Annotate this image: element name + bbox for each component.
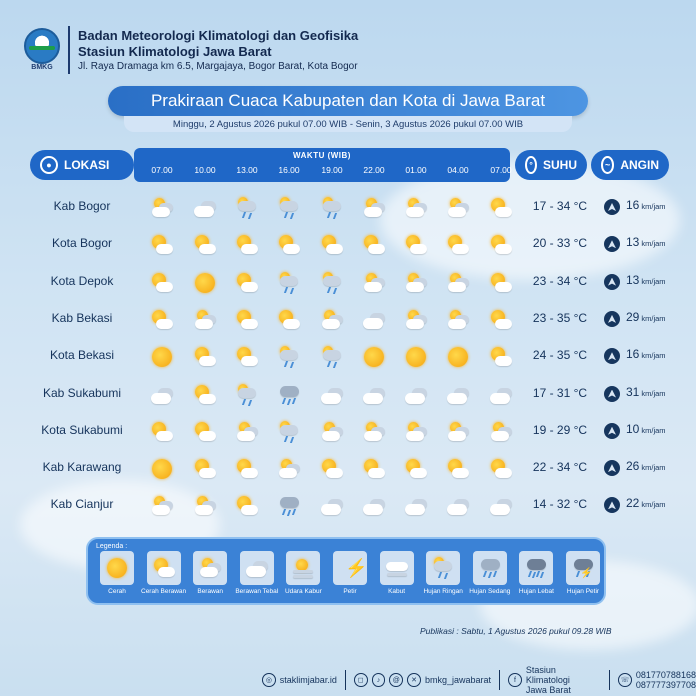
berawan-icon xyxy=(404,308,428,332)
berawan-icon xyxy=(404,196,428,220)
wind-direction-icon xyxy=(604,311,620,327)
berawan-icon xyxy=(446,420,470,444)
cerah-berawan-icon xyxy=(489,308,513,332)
agency-title: Badan Meteorologi Klimatologi dan Geofisika xyxy=(78,28,359,43)
berawan-icon xyxy=(446,308,470,332)
suhu-header-label: SUHU xyxy=(542,158,577,172)
cerah-berawan-icon xyxy=(489,196,513,220)
cerah-berawan-icon xyxy=(235,345,259,369)
table-row xyxy=(30,491,672,521)
hujan-ringan-icon xyxy=(277,345,301,369)
legend-item xyxy=(232,551,282,595)
berawan-icon xyxy=(150,196,174,220)
location-name: Kab Sukabumi xyxy=(42,385,122,400)
wind-speed: 13 km/jam xyxy=(626,272,666,287)
wind-speed: 22 km/jam xyxy=(626,496,666,511)
legend-label: Cerah Berawan xyxy=(141,588,187,595)
legend-label: Kabut xyxy=(388,588,406,595)
legend-label: Petir xyxy=(343,588,357,595)
cerah-icon xyxy=(150,457,174,481)
berawan-tebal-icon xyxy=(404,494,428,518)
threads-icon[interactable]: @ xyxy=(389,673,403,687)
berawan-icon xyxy=(446,196,470,220)
cerah-berawan-icon xyxy=(150,420,174,444)
location-name: Kab Bogor xyxy=(53,199,111,213)
time-label: 19.00 xyxy=(321,165,343,175)
cerah-berawan-icon xyxy=(404,457,428,481)
berawan-icon xyxy=(446,271,470,295)
legend-label: Hujan Petir xyxy=(566,588,600,595)
facebook-page-line1: Stasiun Klimatologi xyxy=(525,665,570,685)
legend-item xyxy=(372,551,422,595)
temperature-range: 17 - 31 °C xyxy=(532,385,588,400)
legend-label: Hujan Lebat xyxy=(518,588,554,595)
cerah-berawan-icon xyxy=(150,233,174,257)
header-text xyxy=(78,28,358,72)
berawan-tebal-icon xyxy=(446,383,470,407)
berawan-icon xyxy=(193,308,217,332)
location-name: Kota Bogor xyxy=(51,236,113,251)
suhu-header xyxy=(515,150,587,180)
cerah-berawan-icon xyxy=(235,494,259,518)
cerah-berawan-icon xyxy=(362,457,386,481)
cerah-icon xyxy=(362,345,386,369)
phone-2: 087777397708 xyxy=(635,680,696,690)
wind-direction-icon xyxy=(604,386,620,402)
temperature-range: 20 - 33 °C xyxy=(532,236,588,251)
location-name: Kota Sukabumi xyxy=(41,422,123,437)
time-label: 07.00 xyxy=(151,165,173,175)
wind-direction-icon xyxy=(604,423,620,439)
hujan-ringan-icon xyxy=(277,271,301,295)
angin-header xyxy=(591,150,669,180)
wind-speed: 26 km/jam xyxy=(626,459,666,474)
hujan-sedang-icon xyxy=(478,556,502,580)
facebook-page-line2: Jawa Barat xyxy=(525,685,571,695)
temperature-range: 23 - 35 °C xyxy=(532,310,588,325)
temperature-range: 22 - 34 °C xyxy=(532,460,588,475)
table-row xyxy=(30,193,672,223)
legend-label: Berawan Tebal xyxy=(235,588,279,595)
waktu-header xyxy=(134,148,510,182)
cerah-icon xyxy=(150,345,174,369)
angin-header-label: ANGIN xyxy=(620,158,659,172)
header xyxy=(22,22,358,78)
cerah-berawan-icon xyxy=(193,233,217,257)
legend-item xyxy=(185,551,235,595)
hujan-ringan-icon xyxy=(277,420,301,444)
berawan-icon xyxy=(404,271,428,295)
petir-icon: ⚡ xyxy=(345,558,368,578)
wind-direction-icon xyxy=(604,348,620,364)
location-name: Kab Bekasi xyxy=(51,310,113,325)
berawan-tebal-icon xyxy=(193,196,217,220)
phone-1: 081770788168 xyxy=(635,670,696,680)
berawan-icon xyxy=(362,420,386,444)
cerah-berawan-icon xyxy=(362,233,386,257)
cerah-berawan-icon xyxy=(235,233,259,257)
legend-label: Cerah xyxy=(108,588,126,595)
berawan-icon xyxy=(193,494,217,518)
wind-direction-icon xyxy=(604,497,620,513)
cerah-berawan-icon xyxy=(320,457,344,481)
forecast-period: Minggu, 2 Agustus 2026 pukul 07.00 WIB - Senin, 3 Agustus 2026 pukul 07.00 WIB xyxy=(124,116,572,132)
cerah-icon xyxy=(404,345,428,369)
hujan-lebat-icon xyxy=(524,556,548,580)
temperature-range: 14 - 32 °C xyxy=(532,497,588,512)
wind-speed: 10 km/jam xyxy=(626,421,666,436)
berawan-tebal-icon xyxy=(446,494,470,518)
cerah-berawan-icon xyxy=(277,308,301,332)
cerah-berawan-icon xyxy=(193,457,217,481)
legend-item xyxy=(92,551,142,595)
berawan-tebal-icon xyxy=(489,494,513,518)
location-name: Kota Depok xyxy=(50,273,114,288)
cerah-berawan-icon xyxy=(150,308,174,332)
thermometer-icon: ° xyxy=(525,156,537,174)
publication-date: Publikasi : Sabtu, 1 Agustus 2026 pukul 09.28 WIB xyxy=(420,626,612,636)
table-row xyxy=(30,454,672,484)
berawan-icon xyxy=(198,556,222,580)
hujan-ringan-icon xyxy=(235,196,259,220)
berawan-tebal-icon xyxy=(150,383,174,407)
cerah-berawan-icon xyxy=(193,345,217,369)
berawan-icon xyxy=(320,308,344,332)
station-address: Jl. Raya Dramaga km 6.5, Margajaya, Bogor Barat, Kota Bogor xyxy=(78,61,358,72)
location-name: Kota Bekasi xyxy=(49,348,115,363)
cerah-berawan-icon xyxy=(277,233,301,257)
time-label: 07.00 xyxy=(490,165,512,175)
wind-direction-icon xyxy=(604,236,620,252)
berawan-tebal-icon xyxy=(362,494,386,518)
table-row xyxy=(30,268,672,298)
footer xyxy=(0,664,696,696)
berawan-icon xyxy=(320,420,344,444)
hujan-ringan-icon xyxy=(320,271,344,295)
forecast-title-banner: Prakiraan Cuaca Kabupaten dan Kota di Jawa Barat xyxy=(108,86,588,116)
temperature-range: 19 - 29 °C xyxy=(532,422,588,437)
legend-item xyxy=(465,551,515,595)
temperature-range: 23 - 34 °C xyxy=(532,273,588,288)
legend-item xyxy=(278,551,328,595)
legend-item xyxy=(325,551,375,595)
cerah-berawan-icon xyxy=(404,233,428,257)
globe-icon: ◎ xyxy=(262,673,276,687)
cerah-berawan-icon xyxy=(489,271,513,295)
cerah-berawan-icon xyxy=(446,457,470,481)
berawan-icon xyxy=(362,196,386,220)
footer-divider xyxy=(345,670,346,690)
berawan-icon xyxy=(150,494,174,518)
berawan-tebal-icon xyxy=(362,383,386,407)
time-label: 16.00 xyxy=(278,165,300,175)
facebook-page[interactable] xyxy=(526,665,601,695)
cerah-icon xyxy=(193,271,217,295)
hujan-sedang-icon xyxy=(277,494,301,518)
hujan-ringan-icon xyxy=(320,196,344,220)
time-label: 01.00 xyxy=(405,165,427,175)
legend-item xyxy=(418,551,468,595)
temperature-range: 17 - 34 °C xyxy=(532,199,588,213)
instagram-icon[interactable]: ◻ xyxy=(354,673,368,687)
lokasi-header xyxy=(30,150,134,180)
time-label: 13.00 xyxy=(236,165,258,175)
wind-speed: 29 km/jam xyxy=(626,309,666,324)
cerah-berawan-icon xyxy=(489,233,513,257)
berawan-tebal-icon xyxy=(245,556,269,580)
wind-speed: 16 km/jam xyxy=(626,198,666,212)
legend-item xyxy=(139,551,189,595)
table-row xyxy=(30,380,672,410)
lokasi-header-label: LOKASI xyxy=(64,158,110,172)
cerah-berawan-icon xyxy=(235,271,259,295)
hujan-ringan-icon xyxy=(320,345,344,369)
berawan-icon xyxy=(277,457,301,481)
udara-kabur-icon xyxy=(291,556,315,580)
cerah-berawan-icon xyxy=(193,383,217,407)
kabut-icon xyxy=(385,556,409,580)
temperature-range: 24 - 35 °C xyxy=(532,348,588,363)
location-name: Kab Cianjur xyxy=(50,497,114,512)
berawan-icon xyxy=(489,420,513,444)
legend-label: Hujan Sedang xyxy=(469,588,511,595)
table-row xyxy=(30,230,672,260)
hujan-ringan-icon xyxy=(431,556,455,580)
cerah-berawan-icon xyxy=(152,556,176,580)
legend-label: Udara Kabur xyxy=(284,588,322,595)
berawan-tebal-icon xyxy=(362,308,386,332)
header-divider xyxy=(68,26,70,74)
berawan-tebal-icon xyxy=(489,383,513,407)
hujan-ringan-icon xyxy=(235,383,259,407)
cerah-berawan-icon xyxy=(446,233,470,257)
table-row xyxy=(30,342,672,372)
hujan-petir-icon: ⚡ xyxy=(571,556,595,580)
table-row xyxy=(30,417,672,447)
berawan-tebal-icon xyxy=(320,494,344,518)
wind-speed: 16 km/jam xyxy=(626,347,666,362)
legend-item xyxy=(511,551,561,595)
social-handle[interactable]: bmkg_jawabarat xyxy=(425,675,492,685)
wind-speed: 31 km/jam xyxy=(626,384,666,399)
berawan-tebal-icon xyxy=(320,383,344,407)
table-row xyxy=(30,305,672,335)
location-pin-icon: ● xyxy=(40,156,58,174)
facebook-icon[interactable]: f xyxy=(508,673,522,687)
wind-direction-icon xyxy=(604,460,620,476)
footer-divider xyxy=(609,670,610,690)
berawan-tebal-icon xyxy=(404,383,428,407)
time-label: 04.00 xyxy=(447,165,469,175)
wind-direction-icon xyxy=(604,199,620,215)
legend-item xyxy=(558,551,608,595)
cerah-icon xyxy=(446,345,470,369)
footer-divider xyxy=(499,670,500,690)
whatsapp-icon[interactable]: ☏ xyxy=(618,673,632,687)
time-label: 22.00 xyxy=(363,165,385,175)
hujan-ringan-icon xyxy=(277,196,301,220)
cerah-berawan-icon xyxy=(235,308,259,332)
cerah-berawan-icon xyxy=(193,420,217,444)
station-title: Stasiun Klimatologi Jawa Barat xyxy=(78,44,272,59)
berawan-icon xyxy=(362,271,386,295)
legend-label: Berawan xyxy=(197,588,224,595)
cerah-icon xyxy=(105,556,129,580)
wind-direction-icon xyxy=(604,274,620,290)
waktu-header-label: WAKTU (WIB) xyxy=(293,151,351,160)
berawan-icon xyxy=(235,420,259,444)
cerah-berawan-icon xyxy=(320,233,344,257)
cerah-berawan-icon xyxy=(235,457,259,481)
website-link[interactable]: staklimjabar.id xyxy=(279,675,337,685)
wind-icon: ~ xyxy=(601,156,614,174)
legend xyxy=(86,537,606,605)
hujan-sedang-icon xyxy=(277,383,301,407)
tiktok-icon[interactable]: ♪ xyxy=(372,673,386,687)
time-label: 10.00 xyxy=(194,165,216,175)
cerah-berawan-icon xyxy=(489,345,513,369)
bmkg-logo: BMKG xyxy=(22,26,62,74)
phone-numbers[interactable] xyxy=(636,670,696,690)
cerah-berawan-icon xyxy=(489,457,513,481)
x-icon[interactable]: ✕ xyxy=(407,673,421,687)
berawan-icon xyxy=(404,420,428,444)
cerah-berawan-icon xyxy=(150,271,174,295)
legend-title: Legenda : xyxy=(96,543,128,550)
location-name: Kab Karawang xyxy=(42,460,122,475)
legend-label: Hujan Ringan xyxy=(423,588,463,595)
wind-speed: 13 km/jam xyxy=(626,235,666,250)
